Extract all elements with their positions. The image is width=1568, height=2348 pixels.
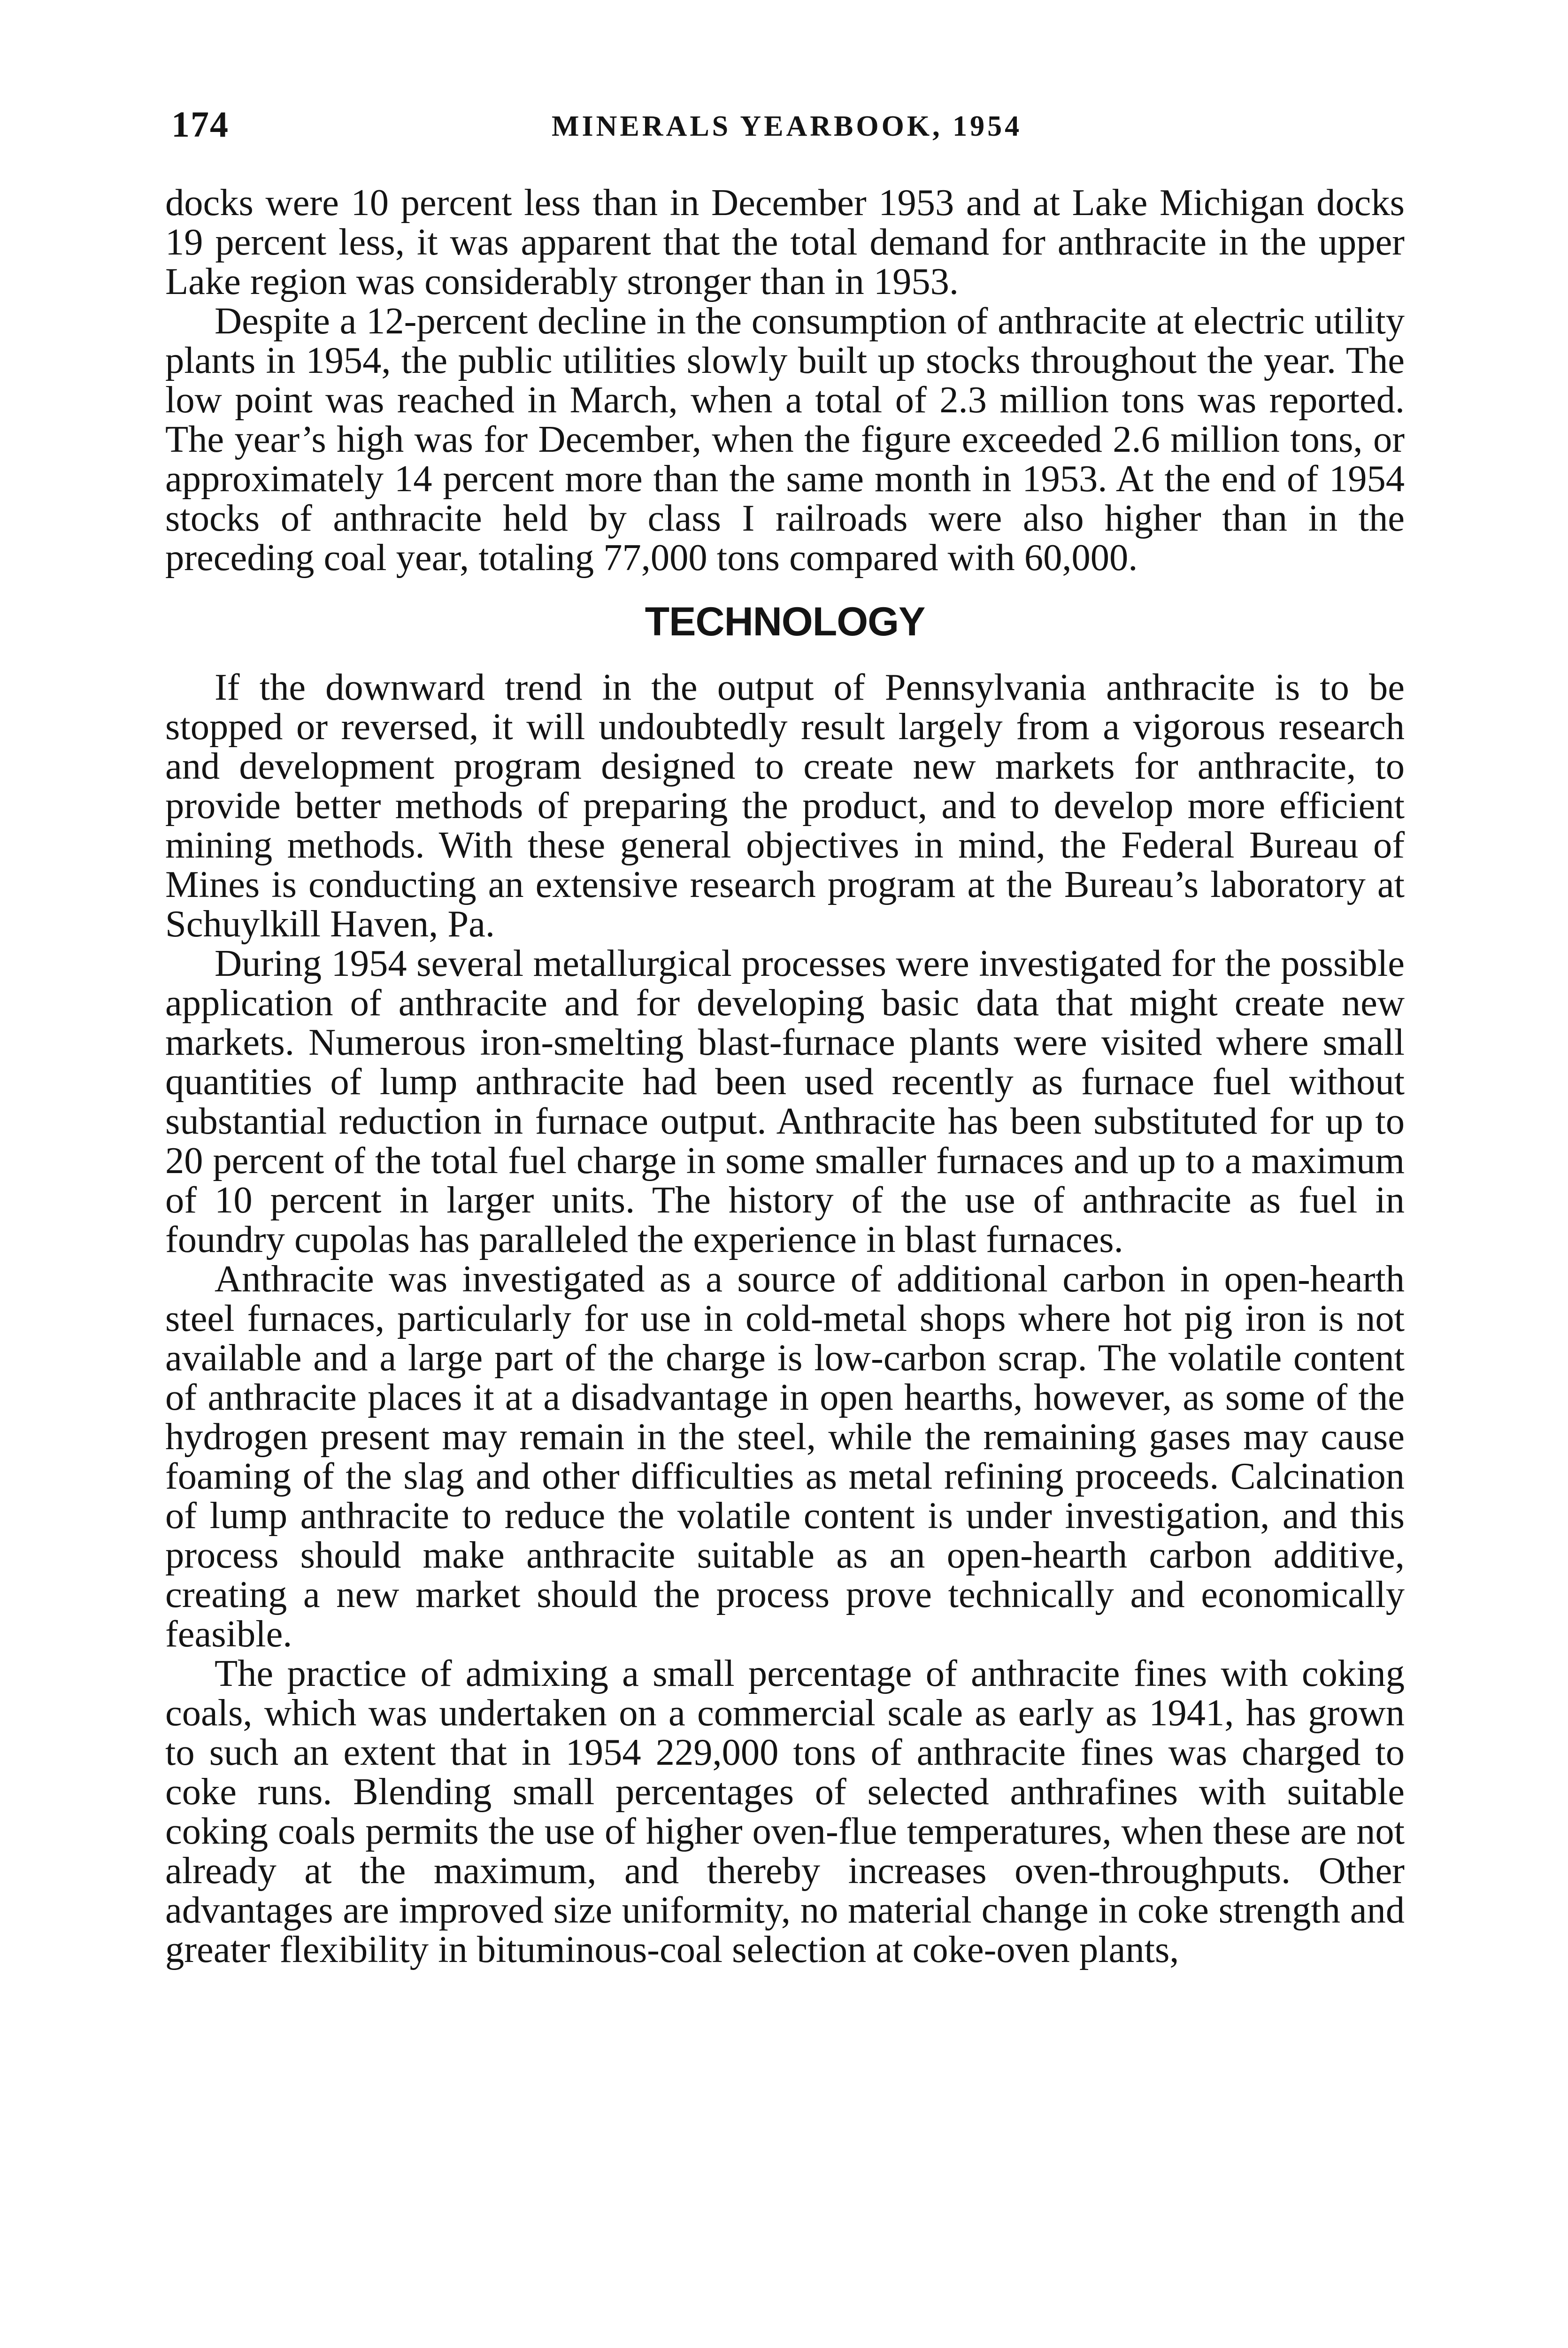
paragraph-open-hearth: Anthracite was investigated as a source of additional carbon in open-hearth steel furnaces, particularly for use in cold-metal shops where hot pig iron is not available and a large part of the charge is low-carbon scrap. The volatile content of anthracite places it at a disadvantage in open hearths, however, as some of the hydrogen present may remain in the steel, while the remaining gases may cause foaming of the slag and other difficulties as metal refining proceeds. Calcination of lump anthracite to reduce the volatile content is under investigation, and this process should make anthracite suitable as an open-hearth carbon additive, creating a new market should the process prove technically and economically feasible. xyxy=(165,1258,1405,1655)
running-title: MINERALS YEARBOOK, 1954 xyxy=(552,110,1022,142)
page-header xyxy=(171,103,1401,155)
page-number: 174 xyxy=(171,104,229,145)
section-heading: TECHNOLOGY xyxy=(645,599,925,644)
paragraph-utility-stocks: Despite a 12-percent decline in the consumption of anthracite at electric utility plants in 1954, the public utilities slowly built up stocks throughout the year. The low point was reached in March, when a total of 2.3 million tons was reported. The year’s high was for December, when the figure exceeded 2.6 million tons, or approximately 14 percent more than the same month in 1953. At the end of 1954 stocks of anthracite held by class I railroads were also higher than in the preceding coal year, totaling 77,000 tons compared with 60,000. xyxy=(165,300,1405,579)
paragraph-coke-blending: The practice of admixing a small percentage of anthracite fines with coking coals, which was undertaken on a commercial scale as early as 1941, has grown to such an extent that in 1954 229,000 tons of anthracite fines was charged to coke runs. Blending small percentages of selected anthrafines with suitable coking coals permits the use of higher oven-flue temperatures, when these are not already at the maximum, and thereby increases oven-throughputs. Other advantages are improved size uniformity, no material change in coke strength and greater flexibility in bituminous-coal selection at coke-oven plants, xyxy=(165,1653,1405,1970)
paragraph-continued: docks were 10 percent less than in December 1953 and at Lake Michigan docks 19 percent less, it was apparent that the total demand for anthracite in the upper Lake region was considerably stronger than in 1953. xyxy=(165,182,1405,302)
paragraph-metallurgical: During 1954 several metallurgical processes were investigated for the possible application of anthracite and for developing basic data that might create new markets. Numerous iron-smelting blast-furnace plants were visited where small quantities of lump anthracite had been used recently as furnace fuel without substantial reduction in furnace output. Anthracite has been substituted for up to 20 percent of the total fuel charge in some smaller furnaces and up to a maximum of 10 percent in larger units. The history of the use of anthracite as fuel in foundry cupolas has paralleled the experience in blast furnaces. xyxy=(165,942,1405,1260)
paragraph-research-program: If the downward trend in the output of Pennsylvania anthracite is to be stopped or reversed, it will undoubtedly result largely from a vigorous research and development program designed to create new markets for anthracite, to provide better methods of preparing the product, and to develop more efficient mining methods. With these general objectives in mind, the Federal Bureau of Mines is conducting an extensive research program at the Bureau’s laboratory at Schuylkill Haven, Pa. xyxy=(165,666,1405,945)
body-text xyxy=(165,183,1405,1970)
